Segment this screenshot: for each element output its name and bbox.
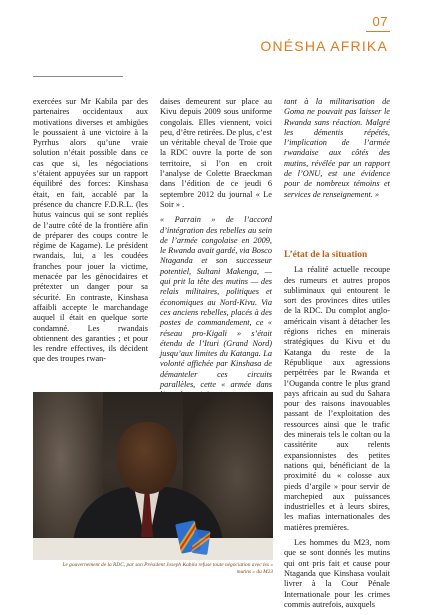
quote-paragraph: « Parrain » de l’accord d’intégration des rebelles au sein de l’armée congolaise en 2009, le Rwanda avait gardé, via Bosco Ntaganda et son successeur potentiel, Sultani Makenga, — qui prit la tête des mutins — des relais militaires, politiques et économiques au Nord-Kivu. Via ces anciens rebelles, placés à des postes de commandement, ce « réseau pro-Kigali » s’était étendu de l’Ituri (Grand Nord) jusqu’aux limites du Katanga. La volonté affichée par Kinshasa de démanteler ces circuits parallèles, cette « armée dans (160, 215, 272, 390)
paragraph: La réalité actuelle recoupe des rumeurs et autres propos subliminaux qui entourent le sort des provinces dites utiles de la RDC. Du complot anglo-américain visant à détacher les régions riches en minerais stratégiques du Kivu et du Katanga du reste de la République aux agressions perpétrées par le Rwanda et l’Ouganda contre le plus grand pays africain au sud du Sahara pour des raisons inavouables passant de l’exploitation des ressources ainsi que le trafic des minerais tels le coltan ou la cassitérite aux relents expansionnistes des petites nations qui, bénéficiant de la proximité du « colosse aux pieds d’argile » pour servir de marchepied aux puissances industrielles et à leurs sbires, les mafias internationales des matières premières. (284, 265, 390, 532)
photo-caption: Le gouvernement de la RDC, par son Président Joseph Kabila refuse toute négociation avec les « mutins » du M23 (62, 562, 273, 575)
flag-icon (191, 529, 210, 555)
column-left (33, 97, 148, 370)
column-right-upper (284, 97, 390, 205)
paragraph: Les hommes du M23, nom que se sont donnés les mutins qui ont pris fait et cause pour Ntaganda que Kinshasa voulait livrer à la Cour Pénale Internationale pour les crimes commis autrefois, auxquels (284, 538, 390, 609)
subheading: L’état de la situation (284, 250, 368, 260)
article-photo (33, 392, 273, 560)
photo-table (33, 538, 273, 560)
section-title: ONÉSHA AFRIKA (260, 38, 388, 54)
column-right-lower (284, 250, 390, 615)
page-number-rule (366, 31, 390, 32)
paragraph: daises demeurent sur place au Kivu depuis 2009 sous uniforme congolais. Elles viennent, voici peu, d’être retirées. De plus, c’est un véritable cheval de Troie que la RDC ouvre la porte de son territoire, si l’on en croit l’analyse de Colette Braeckman dans l’édition de ce jeudi 6 septembre 2012 du journal « Le Soir » . (160, 97, 272, 209)
page-number: 07 (372, 14, 388, 29)
header-rule (33, 76, 123, 77)
column-middle (160, 97, 272, 406)
paragraph: exercées sur Mr Kabila par des partenaires occidentaux aux motivations diverses et ambigües le poussaient à une victoire à la Pyrrhus alors qu’une vraie solution n’était possible dans ce cas que si, les négociations s’étaient appuyées sur un rapport équilibré des forces: Kinshasa était, en fait, accablé par la présence du chancre F.D.R.L. (les hutus vaincus qui se sont repliés de l’autre côté de la frontière afin de préparer des coups contre le régime de Kagame). Le président rwandais, lui, a les coudées franches pour jouer la victime, menacée par les génocidaires et prétexter un danger pour sa sécurité. En contraste, Kinshasa affaibli accepte le marchandage auquel il était en quelque sorte condamné. Les rwandais obtiennent des garanties ; et pour les rendre effectives, ils décident que des troupes rwan- (33, 97, 148, 364)
photo-head (117, 422, 177, 494)
quote-paragraph: tant à la militarisation de Goma ne pouvait pas laisser le Rwanda sans réaction. Malgré les démentis répétés, l’implication de l’armée rwandaise aux côtés des mutins, révélée par un rapport de l’ONU, est une évidence pour de nombreux témoins et services de renseignement. » (284, 97, 390, 199)
